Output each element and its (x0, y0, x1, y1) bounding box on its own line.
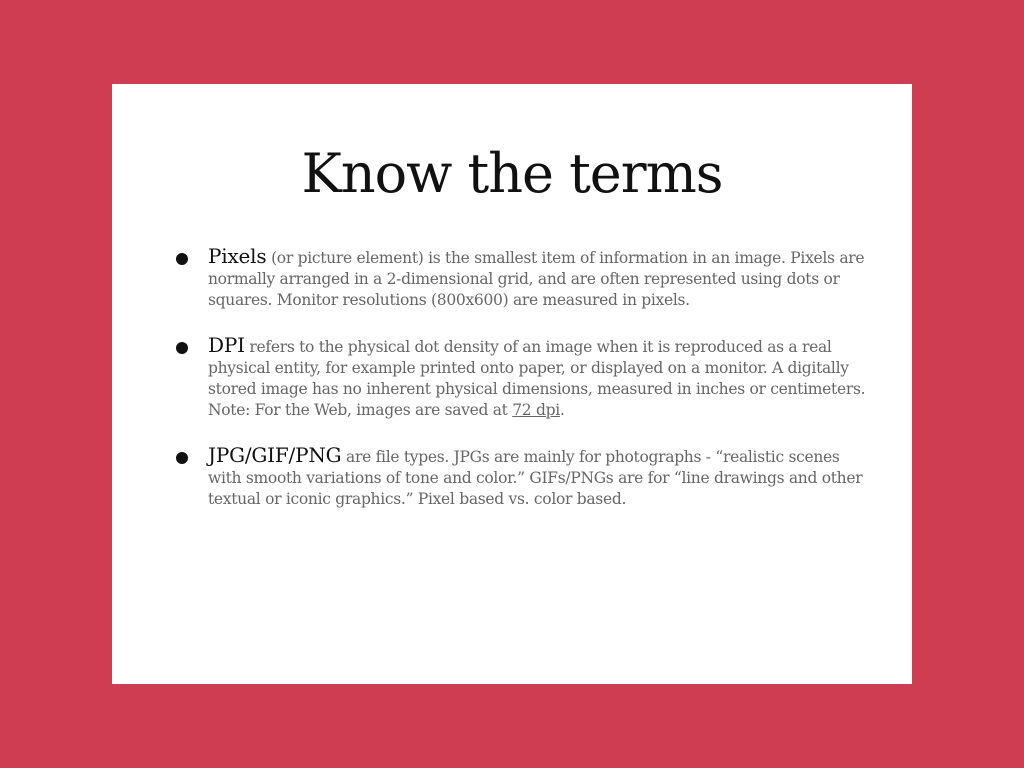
term-dpi: DPI (208, 333, 245, 357)
desc-pixels: (or picture element) is the smallest item of information in an image. Pixels are normally arranged in a 2-dimensional grid, and are often represented using dots or squares. Monitor resolutions (800x600) are measured in pixels. (208, 249, 865, 309)
term-pixels: Pixels (208, 244, 267, 268)
desc-dpi: refers to the physical dot density of an image when it is reproduced as a real physical entity, for example printed onto paper, or displayed on a monitor. A digitally stored image has no inherent physical dimensions, measured in inches or centimeters. Note: For the Web, images are saved at (208, 338, 866, 419)
bullet-list (208, 246, 868, 534)
bullet-dpi (208, 335, 868, 421)
link-72-dpi[interactable]: 72 dpi (512, 401, 560, 419)
desc-file-types: are file types. JPGs are mainly for photographs - “realistic scenes with smooth variations of tone and color.” GIFs/PNGs are for “line drawings and other textual or iconic graphics.” Pixel based vs. color based. (208, 448, 863, 508)
term-file-types: JPG/GIF/PNG (208, 443, 342, 467)
bullet-file-types (208, 445, 868, 510)
slide (112, 84, 912, 684)
bullet-dot-icon (176, 452, 188, 464)
slide-title: Know the terms (301, 142, 723, 205)
bullet-dot-icon (176, 342, 188, 354)
bullet-pixels (208, 246, 868, 311)
desc-dpi-end: . (559, 401, 565, 419)
bullet-dot-icon (176, 253, 188, 265)
